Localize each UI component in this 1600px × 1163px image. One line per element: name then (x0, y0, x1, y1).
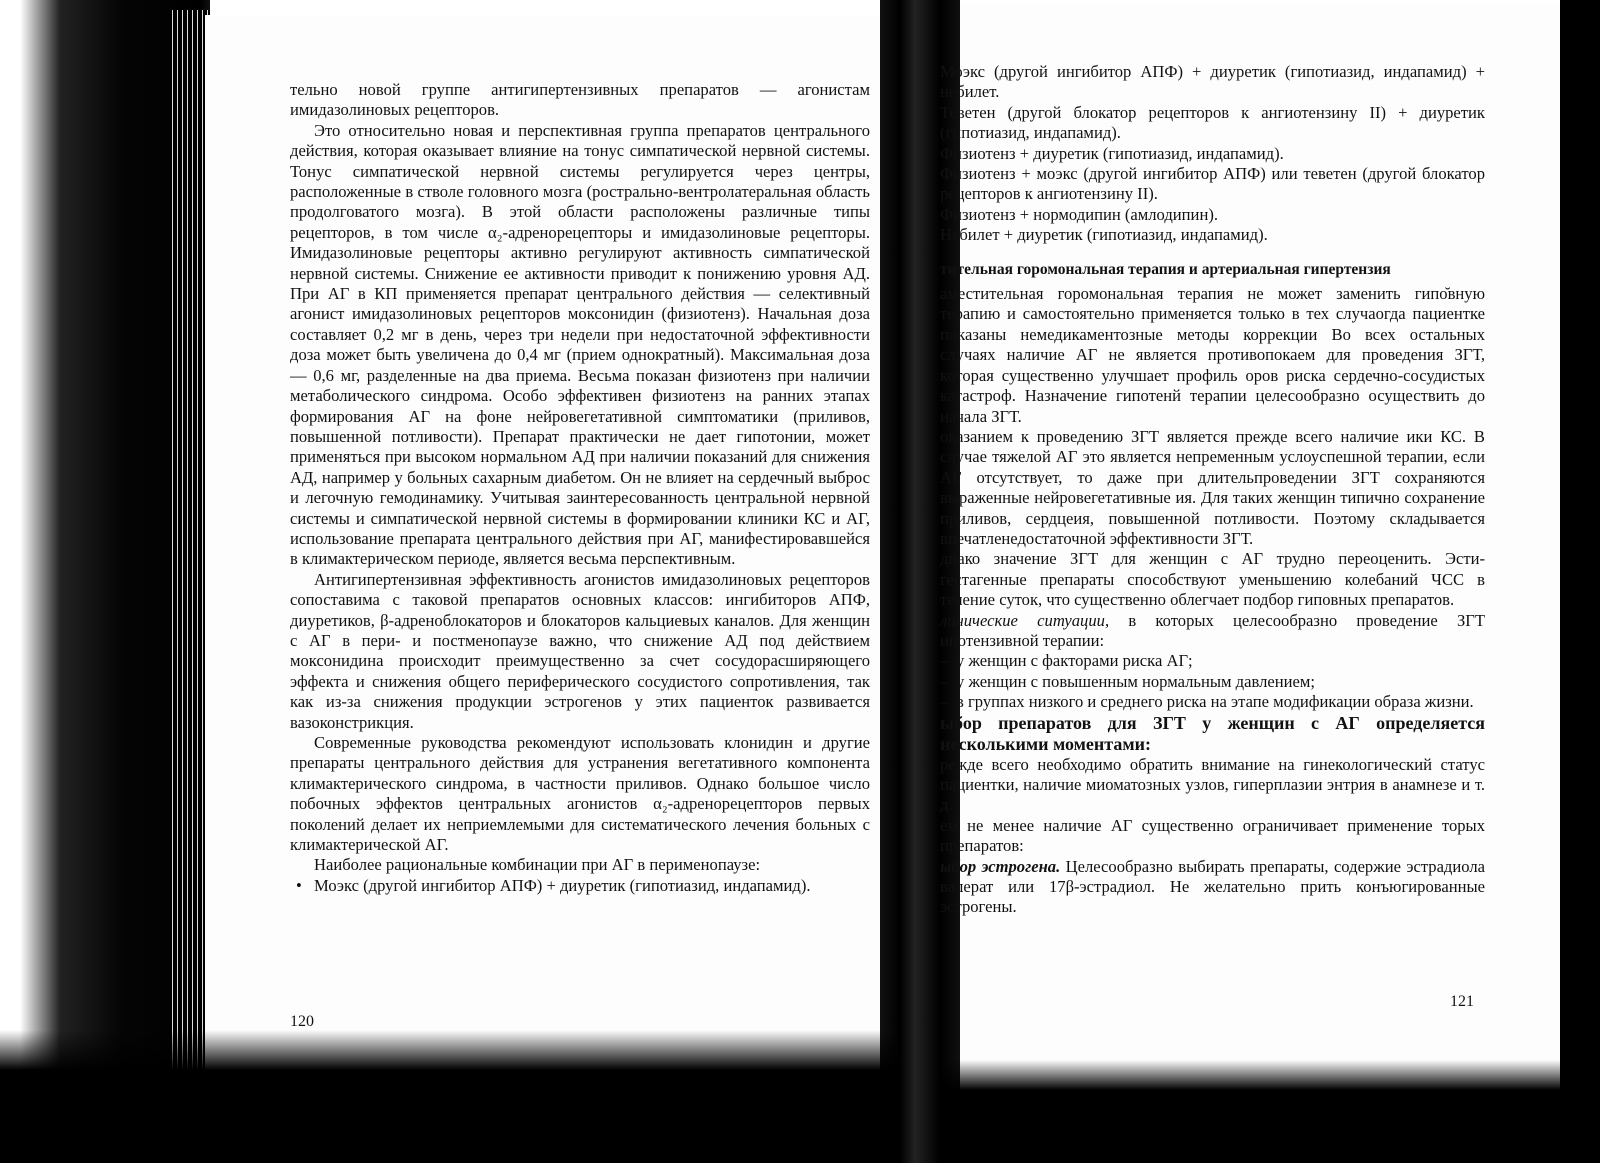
left-page-text (290, 80, 870, 896)
paragraph: ем не менее наличие АГ существенно ограничивает применение торых препаратов: (940, 815, 1485, 856)
list-item: – в группах низкого и среднего риска на этапе модификации образа жизни. (940, 692, 1485, 712)
paragraph: тельно новой группе антигипертензивных препаратов — агонистам имидазолиновых рецепторов. (290, 80, 870, 120)
estrogen-paragraph (940, 857, 1485, 918)
estrogen-text: Целесообразно выбирать препараты, содержие эстрадиола валерат или 17β-эстрадиол. Не желательно прить конъюгированные эстрогены. (940, 856, 1485, 917)
paragraph: днако значение ЗГТ для женщин с АГ трудно переоценить. Эсти-гестагенные препараты способствуют уменьшению колебаний ЧСС в течение суток, что существенно облегчает подбор гиповных препаратов. (940, 549, 1485, 610)
list-item: Моэкс (другой ингибитор АПФ) + диуретик (гипотиазид, индапамид) + небилет. (940, 62, 1485, 102)
paragraph: Это относительно новая и перспективная группа препаратов центрального действия, которая оказывает влияние на тонус симпатической нервной системы. Тонус симпатической нервной системы регулируется через центры, расположенные в стволе головного мозга (рострально-вентролатеральная область продолговатого мозга). В этой области расположены различные типы рецепторов, в том числе α₂-адренорецепторы и имидазолиновые рецепторы. Имидазолиновые рецепторы активно регулируют активность симпатической нервной системы. Снижение ее активности приводит к понижению уровня АД. При АГ в КП применяется препарат центрального действия — селективный агонист имидазолиновых рецепторов моксонидин (физиотенз). Начальная доза составляет 0,2 мг в день, через три недели при недостаточной эффективности доза может быть увеличена до 0,4 мг (прием однократный). Максимальная доза — 0,6 мг, разделенные на два приема. Весьма показан физиотенз при наличии метаболического синдрома. Особо эффективен физиотенз на ранних этапах формирования АГ на фоне нейровегетативной симптоматики (приливов, повышенной потливости). Препарат практически не дает гипотонии, может применяться при высоком нормальном АД при наличии показаний для снижения АД, например у больных сахарным диабетом. Он не влияет на сердечный выброс и легочную гемодинамику. Учитывая заинтересованность центральной нервной системы и симпатической нервной системы в формировании клиники КС и АГ, использование препарата центрального действия при АГ, манифестировавшейся в климактерическом периоде, является весьма перспективным. (290, 120, 870, 569)
paragraph: оказанием к проведению ЗГТ является прежде всего наличие ики КС. В случае тяжелой АГ это является непременным услоуспешной терапии, если АГ отсутствует, то даже при длительпроведении ЗГТ сохраняются выраженные нейровегетативные ия. Для таких женщин типично сохранение приливов, сердцеия, повышенной потливости. Поэтому складывается впечатленедостаточной эффективности ЗГТ. (940, 426, 1485, 548)
list-item: • Моэкс (другой ингибитор АПФ) + диуретик (гипотиазид, индапамид). (290, 876, 870, 896)
scan-shadow-bottom-left (0, 1030, 900, 1163)
list-item: – у женщин с факторами риска АГ; (940, 651, 1485, 671)
list-item: Физиотенз + диуретик (гипотиазид, индапамид). (940, 143, 1284, 163)
clinical-intro-italic: линические ситуации (940, 610, 1105, 630)
list-item: Физиотенз + моэкс (другой ингибитор АПФ) или теветен (другой блокатор рецепторов к ангиотензину II). (940, 164, 1485, 204)
scan-shadow-bottom-right (940, 1060, 1600, 1163)
book-page-edges (170, 10, 210, 1110)
right-page-text (940, 62, 1485, 918)
paragraph: Антигипертензивная эффективность агонистов имидазолиновых рецепторов сопоставима с таковой препаратов основных классов: ингибиторов АПФ, диуретиков, β-адреноблокаторов и блокаторов кальциевых каналов. Для женщин с АГ в пери- и постменопаузе важно, что снижение АД под действием моксонидина происходит преимущественно за счет сосудорасширяющего эффекта и снижения общего периферического сосудистого сопротивления, так как из-за снижения продукции эстрогенов у этих пациенток развивается вазоконстрикция. (290, 569, 870, 732)
list-item: Небилет + диуретик (гипотиазид, индапамид). (940, 225, 1268, 245)
paragraph: режде всего необходимо обратить внимание на гинекологический статус пациентки, наличие миоматозных узлов, гиперплазии энтрия в анамнезе и т. д. (940, 754, 1485, 815)
page-number: 121 (1450, 993, 1474, 1010)
paragraph: Наиболее рациональные комбинации при АГ в перименопаузе: (314, 855, 761, 875)
section-heading: тительная горомональная терапия и артериальная гипертензия (940, 260, 1391, 278)
list-item: Теветен (другой блокатор рецепторов к ангиотензину II) + диуретик (гипотиазид, индапамид). (940, 102, 1485, 143)
clinical-intro-rest: , в которых целесообразно проведение ЗГТ ипотензивной терапии: (940, 610, 1485, 650)
page-number: 120 (290, 1013, 314, 1030)
paragraph: аместительная горомональная терапия не может заменить гипо̆вную терапию и самостоятельно применяется только в тех случаогда пациентке показаны немедикаментозные методы коррекции Во всех остальных случаях наличие АГ не является противопокаем для проведения ЗГТ, которая существенно улучшает профиль оров риска сердечно-сосудистых катастроф. Назначение гипотенй терапии целесообразно осуществить до начала ЗГТ. (940, 284, 1485, 426)
list-item: – у женщин с повышенным нормальным давлением; (940, 672, 1485, 692)
paragraph: Современные руководства рекомендуют использовать клонидин и другие препараты центрального действия для устранения вегетативного компонента климактерического синдрома, в частности приливов. Однако большое число побочных эффектов центральных агонистов α₂-адренорецепторов первых поколений делает их неприемлемыми для систематического лечения больных с климактерической АГ. (290, 733, 870, 855)
clinical-intro (940, 611, 1485, 652)
estrogen-heading: ыбор эстрогена. (940, 856, 1061, 876)
list-item: Физиотенз + нормодипин (амлодипин). (940, 204, 1218, 224)
bold-heading: ыбор препаратов для ЗГТ у женщин с АГ определяется несколькими моментами: (940, 712, 1485, 754)
scan-shadow-right (1560, 0, 1600, 1163)
